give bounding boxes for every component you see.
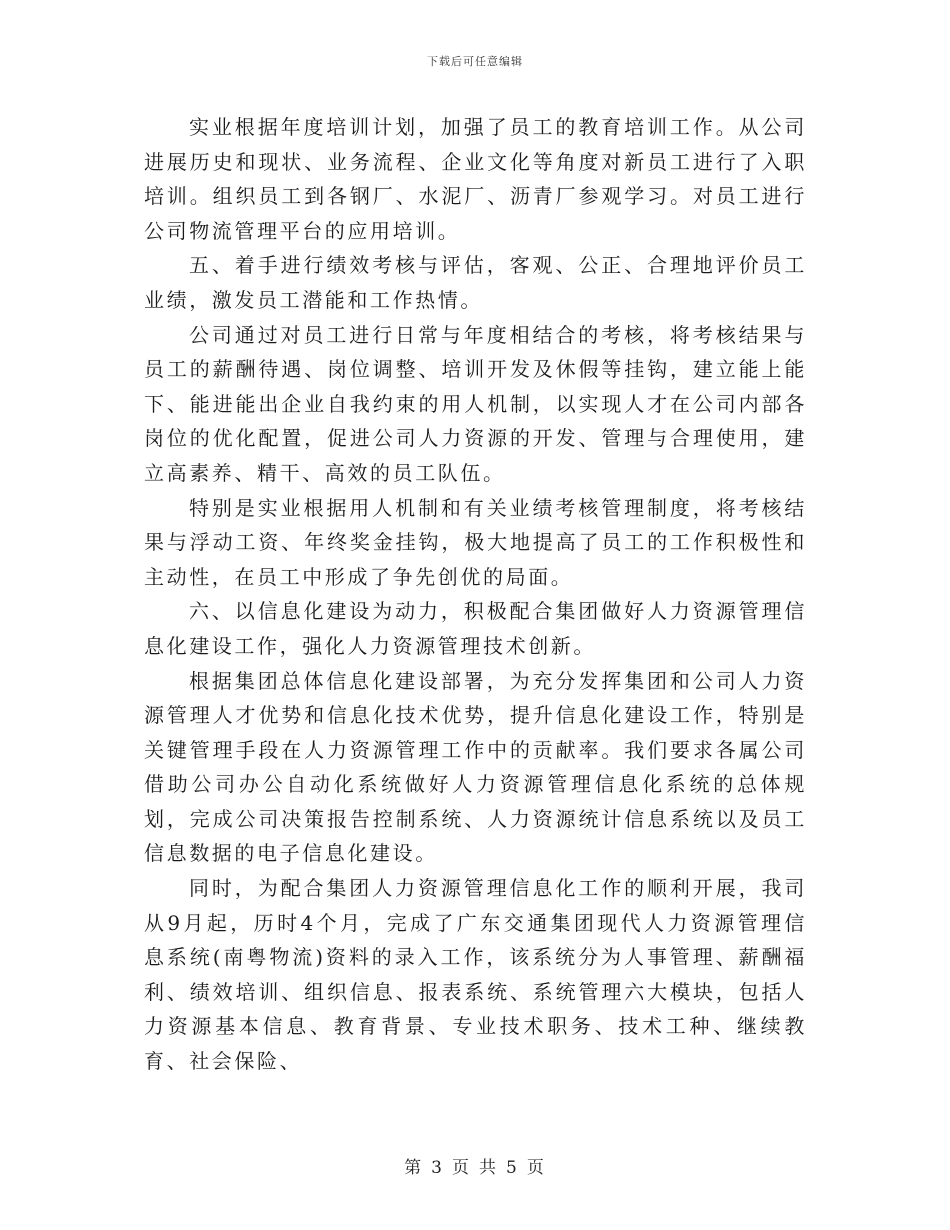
paragraph-system-rollout: 同时，为配合集团人力资源管理信息化工作的顺利开展，我司从9月起，历时4个月，完成了广东交通集团现代人力资源管理信息系统(南粤物流)资料的录入工作，该系统分为人事管理、薪酬福利、绩效培训、组织信息、报表系统、系统管理六大模块，包括人力资源基本信息、教育背景、专业技术职务、技术工种、继续教育、社会保险、	[144, 876, 807, 1074]
paragraph-training: 实业根据年度培训计划，加强了员工的教育培训工作。从公司进展历史和现状、业务流程、企业文化等角度对新员工进行了入职培训。组织员工到各钢厂、水泥厂、沥青厂参观学习。对员工进行公司物流管理平台的应用培训。	[144, 115, 807, 243]
paragraph-informatization: 根据集团总体信息化建设部署，为充分发挥集团和公司人力资源管理人才优势和信息化技术优势，提升信息化建设工作，特别是关键管理手段在人力资源管理工作中的贡献率。我们要求各属公司借助公司办公自动化系统做好人力资源管理信息化系统的总体规划，完成公司决策报告控制系统、人力资源统计信息系统以及员工信息数据的电子信息化建设。	[144, 668, 807, 866]
page-number-footer	[0, 1153, 950, 1178]
footer-total-word: 共	[479, 1158, 498, 1178]
footer-total-pages: 5	[506, 1158, 519, 1178]
paragraph-section-five-heading: 五、着手进行绩效考核与评估，客观、公正、合理地评价员工业绩，激发员工潜能和工作热情。	[144, 253, 807, 312]
footer-suffix: 页	[526, 1158, 546, 1178]
header-note: 下载后可任意编辑	[427, 55, 523, 68]
footer-current-page: 3	[431, 1158, 444, 1178]
footer-page-word: 页	[452, 1158, 471, 1178]
paragraph-performance-pay: 特别是实业根据用人机制和有关业绩考核管理制度，将考核结果与浮动工资、年终奖金挂钩，极大地提高了员工的工作积极性和主动性，在员工中形成了争先创优的局面。	[144, 495, 807, 589]
paragraph-assessment: 公司通过对员工进行日常与年度相结合的考核，将考核结果与员工的薪酬待遇、岗位调整、培训开发及休假等挂钩，建立能上能下、能进能出企业自我约束的用人机制，以实现人才在公司内部各岗位的优化配置，促进公司人力资源的开发、管理与合理使用，建立高素养、精干、高效的员工队伍。	[144, 322, 807, 485]
footer-prefix: 第	[404, 1158, 424, 1178]
document-body	[144, 110, 807, 1079]
paragraph-section-six-heading: 六、以信息化建设为动力，积极配合集团做好人力资源管理信息化建设工作，强化人力资源管理技术创新。	[144, 599, 807, 658]
